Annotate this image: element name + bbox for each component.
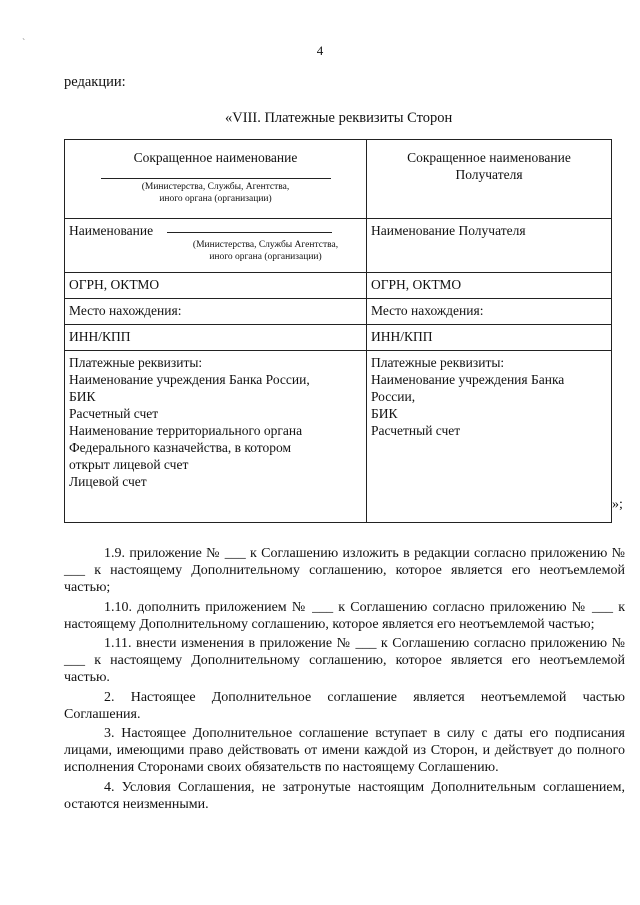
right-header-line-1: Сокращенное наименование — [407, 150, 571, 165]
clause-paragraph: 2. Настоящее Дополнительное соглашение является неотъемлемой частью Соглашения. — [64, 689, 625, 722]
location-right-cell: Место нахождения: — [367, 299, 612, 325]
bank-left-line: Платежные реквизиты: — [69, 355, 203, 370]
bank-left-line: Наименование территориального органа — [69, 423, 303, 438]
intro-text: редакции: — [64, 74, 126, 90]
bank-left-line: Лицевой счет — [69, 474, 147, 489]
ogrn-right-cell: ОГРН, ОКТМО — [367, 273, 612, 299]
left-header-title: Сокращенное наименование — [133, 150, 298, 165]
bank-right-line: Наименование учреждения Банка — [371, 372, 565, 387]
location-left-cell: Место нахождения: — [65, 299, 367, 325]
scan-mark: ` — [22, 38, 26, 49]
left-header-note-2: иного органа (организации) — [159, 194, 272, 204]
bank-left-line: БИК — [69, 389, 96, 404]
table-row — [65, 273, 612, 299]
table-row — [65, 351, 612, 523]
name-note-1: (Министерства, Службы Агентства, — [192, 240, 339, 250]
bank-right-line: БИК — [371, 406, 398, 421]
clause-paragraph: 3. Настоящее Дополнительное соглашение вступает в силу с даты его подписания лицами, имеющими право действовать от имени каждой из Сторон, и действует до полного исполнения Сторонами своих обязательств по настоящему Соглашению. — [64, 726, 625, 776]
table-header-row — [65, 140, 612, 219]
clause-paragraph: 1.9. приложение № ___ к Соглашению изложить в редакции согласно приложению № ___ к настоящему Дополнительному соглашению, которое является его неотъемлемой частью; — [64, 546, 625, 596]
bank-left-line: Федерального казначейства, в котором — [69, 440, 292, 455]
name-note-2: иного органа (организации) — [209, 252, 322, 262]
left-header-note-1: (Министерства, Службы, Агентства, — [141, 182, 290, 192]
bank-left-line: открыт лицевой счет — [69, 457, 189, 472]
left-header-blank-line — [101, 166, 331, 179]
name-label: Наименование — [69, 223, 154, 238]
clause-paragraph: 1.11. внести изменения в приложение № ___ к Соглашению согласно приложению № ___ к настоящему Дополнительному соглашению, которое является его неотъемлемой частью. — [64, 636, 625, 686]
inn-right-cell: ИНН/КПП — [367, 325, 612, 351]
bank-right-line: Расчетный счет — [371, 423, 461, 438]
payment-details-table — [64, 139, 612, 523]
agreement-clauses — [64, 545, 625, 815]
bank-right-cell — [367, 351, 612, 523]
bank-right-line: России, — [371, 389, 416, 404]
ogrn-left-cell: ОГРН, ОКТМО — [65, 273, 367, 299]
right-header-line-2: Получателя — [455, 167, 523, 182]
left-header-cell — [65, 140, 367, 219]
name-blank-line — [167, 222, 332, 233]
table-row — [65, 325, 612, 351]
bank-left-line: Наименование учреждения Банка России, — [69, 372, 310, 387]
inn-left-cell: ИНН/КПП — [65, 325, 367, 351]
page-number: 4 — [316, 43, 324, 58]
clause-paragraph: 1.10. дополнить приложением № ___ к Соглашению согласно приложению № ___ к настоящему Дополнительному соглашению, которое является его неотъемлемой частью; — [64, 599, 625, 632]
table-row — [65, 299, 612, 325]
clause-paragraph: 4. Условия Соглашения, не затронутые настоящим Дополнительным соглашением, остаются неизменными. — [64, 779, 625, 812]
table-closing-quote: »; — [612, 497, 623, 512]
name-left-cell — [65, 219, 367, 273]
bank-left-line: Расчетный счет — [69, 406, 159, 421]
name-right-cell: Наименование Получателя — [367, 219, 612, 273]
bank-left-cell — [65, 351, 367, 523]
table-row — [65, 219, 612, 273]
section-title: «VIII. Платежные реквизиты Сторон — [225, 110, 453, 126]
bank-right-line: Платежные реквизиты: — [371, 355, 505, 370]
right-header-cell — [367, 140, 612, 219]
